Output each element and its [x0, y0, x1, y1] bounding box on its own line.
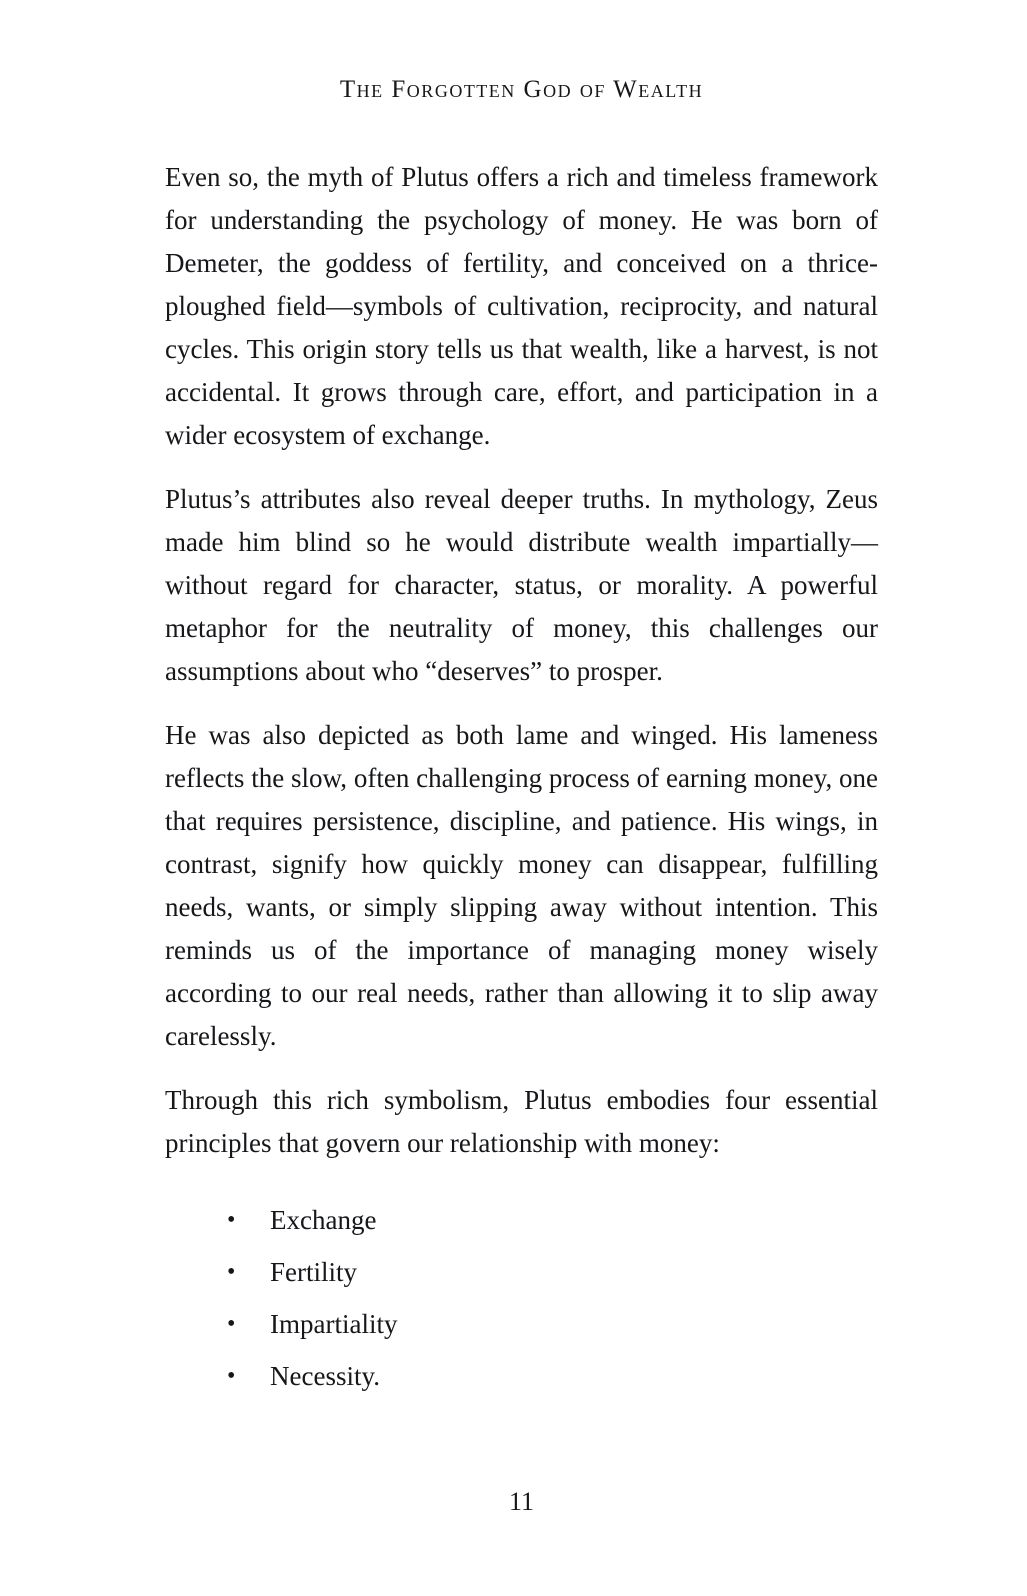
list-item-label: Fertility — [270, 1257, 357, 1287]
page-body — [165, 156, 878, 1402]
paragraph-blindness: Plutus’s attributes also reveal deeper truths. In mythology, Zeus made him blind so he would distribute wealth impartially—without regard for character, status, or morality. A powerful metaphor for the neutrality of money, this challenges our assumptions about who “deserves” to prosper. — [165, 484, 878, 686]
list-item-label: Necessity. — [270, 1361, 380, 1391]
list-item-exchange — [165, 1194, 878, 1246]
bullet-icon: • — [227, 1311, 236, 1337]
running-header: The Forgotten God of Wealth — [339, 76, 704, 103]
paragraph-four-principles-intro: Through this rich symbolism, Plutus embodies four essential principles that govern our relationship with money: — [165, 1085, 878, 1158]
list-item-label: Impartiality — [270, 1309, 398, 1339]
paragraph-origin-myth: Even so, the myth of Plutus offers a rich and timeless framework for understanding the psychology of money. He was born of Demeter, the goddess of fertility, and conceived on a thrice-ploughed field—symbols of cultivation, reciprocity, and natural cycles. This origin story tells us that wealth, like a harvest, is not accidental. It grows through care, effort, and participation in a wider ecosystem of exchange. — [165, 162, 878, 450]
bullet-icon: • — [227, 1207, 236, 1233]
list-item-impartiality — [165, 1298, 878, 1350]
bullet-icon: • — [227, 1363, 236, 1389]
principles-bullet-list — [165, 1194, 878, 1402]
list-item-label: Exchange — [270, 1205, 377, 1235]
page-number: 11 — [508, 1487, 535, 1516]
list-item-fertility — [165, 1246, 878, 1298]
paragraph-lame-and-winged: He was also depicted as both lame and winged. His lameness reflects the slow, often challenging process of earning money, one that requires persistence, discipline, and patience. His wings, in contrast, signify how quickly money can disappear, fulfilling needs, wants, or simply slipping away without intention. This reminds us of the importance of managing money wisely according to our real needs, rather than allowing it to slip away carelessly. — [165, 720, 878, 1051]
bullet-icon: • — [227, 1259, 236, 1285]
list-item-necessity — [165, 1350, 878, 1402]
